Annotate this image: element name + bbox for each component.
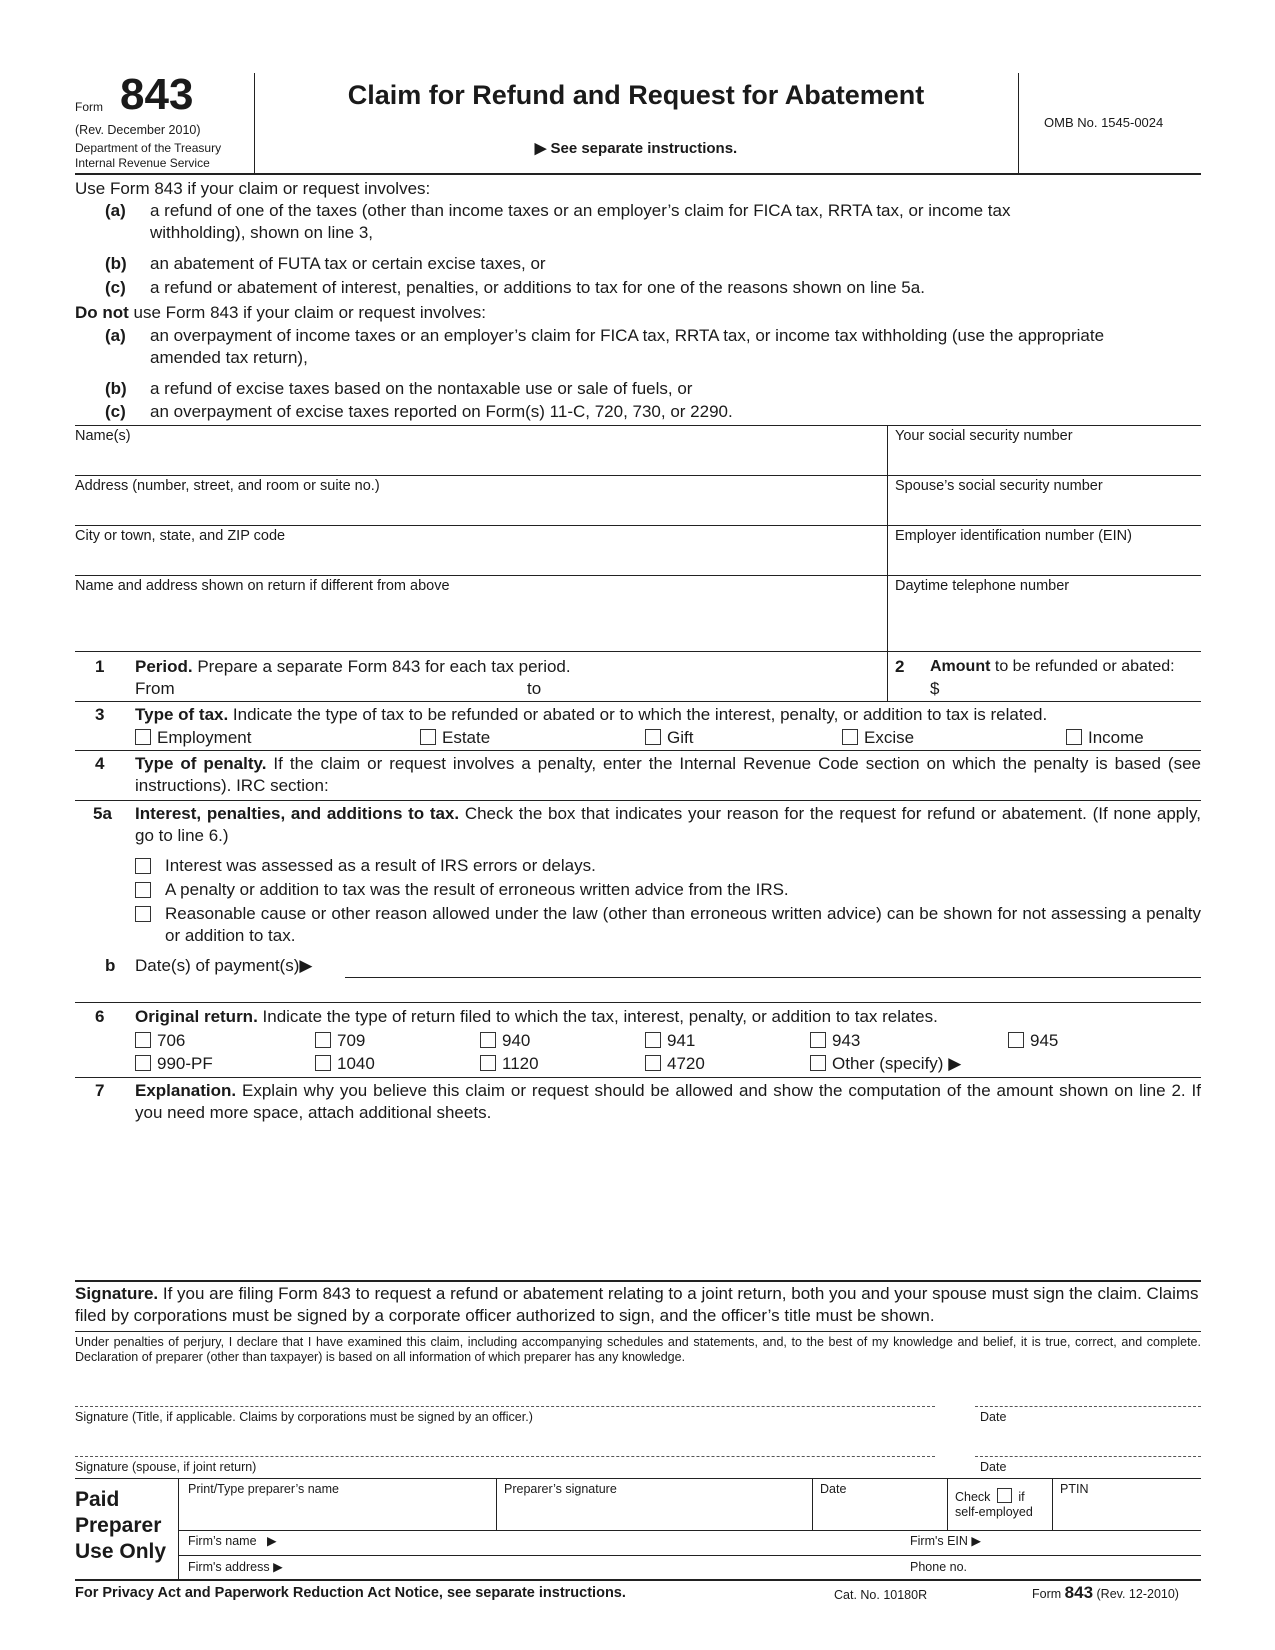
preparer-title: Paid Preparer Use Only <box>75 1488 167 1563</box>
list-letter: (c) <box>105 278 126 297</box>
list-item: a refund of excise taxes based on the nontaxable use or sale of fuels, or <box>150 379 693 398</box>
phone-no-label: Phone no. <box>910 1560 967 1574</box>
checkbox[interactable] <box>1066 729 1082 745</box>
checkbox[interactable] <box>135 882 151 898</box>
checkbox[interactable] <box>420 729 436 745</box>
spouse-signature-label: Signature (spouse, if joint return) <box>75 1460 257 1474</box>
spouse-signature-field[interactable] <box>77 1428 927 1452</box>
checkbox[interactable] <box>315 1055 331 1071</box>
line6-text: Original return. Indicate the type of return filed to which the tax, interest, penalty, or addition to tax relates. <box>135 1007 938 1026</box>
checkbox[interactable] <box>480 1055 496 1071</box>
taxpayer-date-field[interactable] <box>978 1378 1198 1402</box>
checkbox[interactable] <box>315 1032 331 1048</box>
city-label: City or town, state, and ZIP code <box>75 528 286 544</box>
list-item: a refund or abatement of interest, penalties, or additions to tax for one of the reasons shown on line 5a. <box>150 278 925 297</box>
checkbox[interactable] <box>135 1032 151 1048</box>
arrow-right-icon: ▶ <box>299 956 313 975</box>
tax-option-employment[interactable]: Employment <box>135 727 251 749</box>
return-option[interactable]: 4720 <box>645 1053 705 1075</box>
instructions-note: ▶ See separate instructions. <box>534 140 738 157</box>
return-option[interactable]: 706 <box>135 1030 185 1052</box>
preparer-date-field[interactable] <box>820 1502 940 1524</box>
checkbox[interactable] <box>645 1055 661 1071</box>
use-intro: Use Form 843 if your claim or request involves: <box>75 179 431 198</box>
list-letter: (b) <box>105 379 127 398</box>
tax-option-estate[interactable]: Estate <box>420 727 490 749</box>
explanation-field[interactable] <box>135 1130 1199 1274</box>
form-word: Form <box>75 100 103 114</box>
catalog-number: Cat. No. 10180R <box>834 1588 928 1602</box>
checkbox[interactable] <box>135 729 151 745</box>
reason-option: A penalty or addition to tax was the result of erroneous written advice from the IRS. <box>165 880 789 899</box>
reason-option: Reasonable cause or other reason allowed under the law (other than erroneous written advice) can be shown for not assessing a penalty or addition to tax. <box>165 904 1201 945</box>
arrow-right-icon: ▶ <box>971 1534 982 1548</box>
list-item: an overpayment of excise taxes reported on Form(s) 11-C, 720, 730, or 2290. <box>150 402 733 421</box>
names-label: Name(s) <box>75 428 131 444</box>
tax-option-excise[interactable]: Excise <box>842 727 914 749</box>
signature-line-label: Signature (Title, if applicable. Claims by corporations must be signed by an officer.) <box>75 1410 533 1424</box>
self-employed-checkbox[interactable] <box>997 1488 1012 1503</box>
firm-phone-field[interactable] <box>985 1558 1195 1578</box>
amount-field[interactable] <box>948 678 1193 698</box>
ein-field[interactable] <box>897 550 1197 572</box>
list-letter: (a) <box>105 326 126 345</box>
return-option[interactable]: 990-PF <box>135 1053 213 1075</box>
line5b-label: Date(s) of payment(s)▶ <box>135 956 313 975</box>
line7-text: Explanation. Explain why you believe this claim or request should be allowed and show the computation of the amount shown on line 2. If you need more space, attach additional sheets. <box>135 1081 1201 1122</box>
arrow-right-icon: ▶ <box>534 140 547 157</box>
form-revision: (Rev. December 2010) <box>75 123 201 137</box>
ptin-label: PTIN <box>1060 1482 1089 1496</box>
list-item: an overpayment of income taxes or an employer’s claim for FICA tax, RRTA tax, or income tax withholding (use the appropriate amended tax return), <box>150 326 1105 367</box>
line-number: 5a <box>93 804 112 823</box>
preparer-date-label: Date <box>820 1482 847 1496</box>
return-option[interactable]: 943 <box>810 1030 860 1052</box>
date-label: Date <box>980 1460 1007 1474</box>
checkbox[interactable] <box>135 1055 151 1071</box>
line-number: 2 <box>895 657 905 676</box>
address-field[interactable] <box>77 500 877 522</box>
checkbox[interactable] <box>135 858 151 874</box>
return-option[interactable]: 940 <box>480 1030 530 1052</box>
firm-name-label: Firm’s name ▶ <box>188 1534 277 1548</box>
list-letter: (a) <box>105 201 126 220</box>
line1-text: Period. Prepare a separate Form 843 for each tax period. <box>135 657 571 676</box>
return-option[interactable]: 941 <box>645 1030 695 1052</box>
return-option[interactable]: 1040 <box>315 1053 375 1075</box>
form-header <box>0 0 1275 175</box>
phone-field[interactable] <box>897 605 1197 645</box>
list-letter: (b) <box>105 254 127 273</box>
line3-text: Type of tax. Indicate the type of tax to be refunded or abated or to which the interest, penalty, or addition to tax is related. <box>135 705 1048 724</box>
arrow-right-icon: ▶ <box>273 1560 283 1574</box>
checkbox[interactable] <box>1008 1032 1024 1048</box>
list-letter: (c) <box>105 402 126 421</box>
arrow-right-icon: ▶ <box>948 1054 962 1073</box>
line4-text: Type of penalty. If the claim or request involves a penalty, enter the Internal Revenue Code section on which the penalty is based (see instructions). IRC section: <box>135 754 1202 795</box>
line5a-text: Interest, penalties, and additions to tax. Check the box that indicates your reason for the request for refund or abatement. (If none apply, go to line 6.) <box>135 804 1201 845</box>
to-label: to <box>527 679 542 698</box>
return-option[interactable]: 945 <box>1008 1030 1058 1052</box>
list-item: an abatement of FUTA tax or certain excise taxes, or <box>150 254 546 273</box>
checkbox[interactable] <box>842 729 858 745</box>
city-field[interactable] <box>77 550 877 572</box>
alt-address-label: Name and address shown on return if different from above <box>75 578 450 594</box>
other-return-field[interactable] <box>990 1053 1195 1073</box>
alt-address-field[interactable] <box>77 605 877 645</box>
checkbox[interactable] <box>480 1032 496 1048</box>
department: Department of the Treasury <box>75 141 222 155</box>
form-number: 843 <box>120 70 194 119</box>
checkbox[interactable] <box>135 906 151 922</box>
signature-text: Signature. If you are filing Form 843 to request a refund or abatement relating to a joint return, both you and your spouse must sign the claim. Claims filed by corporations must be signed by a corporate officer authorized to sign, and the officer’s title must be shown. <box>75 1284 1199 1325</box>
address-label: Address (number, street, and room or suite no.) <box>75 478 380 494</box>
spouse-ssn-label: Spouse’s social security number <box>895 478 1103 494</box>
line2-text: Amount to be refunded or abated: <box>930 658 1175 675</box>
preparer-signature-label: Preparer’s signature <box>504 1482 617 1496</box>
self-employed-check: Check if self-employed <box>955 1490 1033 1519</box>
checkbox[interactable] <box>810 1032 826 1048</box>
from-label: From <box>135 679 175 698</box>
checkbox[interactable] <box>645 729 661 745</box>
ssn-field[interactable] <box>897 450 1197 472</box>
preparer-name-field[interactable] <box>188 1502 488 1524</box>
reason-option: Interest was assessed as a result of IRS errors or delays. <box>165 856 596 875</box>
period-to-field[interactable] <box>555 678 875 698</box>
line-number: 6 <box>95 1007 105 1026</box>
firm-name-field[interactable] <box>310 1533 900 1553</box>
tax-option-income[interactable]: Income <box>1066 727 1144 749</box>
privacy-notice: For Privacy Act and Paperwork Reduction Act Notice, see separate instructions. <box>75 1585 626 1601</box>
firm-address-field[interactable] <box>310 1558 900 1578</box>
arrow-right-icon: ▶ <box>266 1534 277 1548</box>
phone-label: Daytime telephone number <box>895 578 1070 594</box>
line-number: 1 <box>95 657 105 676</box>
dollar-sign: $ <box>930 679 940 698</box>
omb-number: OMB No. 1545-0024 <box>1044 115 1164 130</box>
firm-ein-label: Firm's EIN ▶ <box>910 1534 982 1548</box>
list-item: a refund of one of the taxes (other than income taxes or an employer’s claim for FICA tax, RRTA tax, or income tax withholding), shown on line 3, <box>150 201 1011 242</box>
firm-address-label: Firm's address ▶ <box>188 1560 283 1574</box>
ein-label: Employer identification number (EIN) <box>895 528 1132 544</box>
form-title: Claim for Refund and Request for Abatement <box>347 80 925 110</box>
line-number: 3 <box>95 705 105 724</box>
taxpayer-signature-field[interactable] <box>77 1378 927 1402</box>
spouse-date-field[interactable] <box>978 1428 1198 1452</box>
return-option[interactable]: 1120 <box>480 1053 539 1075</box>
line-number: 7 <box>95 1081 105 1100</box>
line-number: b <box>105 956 116 975</box>
donot-intro: Do not use Form 843 if your claim or request involves: <box>75 303 486 322</box>
preparer-signature-field[interactable] <box>504 1502 804 1524</box>
tax-option-gift[interactable]: Gift <box>645 727 693 749</box>
spouse-ssn-field[interactable] <box>897 500 1197 522</box>
perjury-statement: Under penalties of perjury, I declare that I have examined this claim, including accompanying schedules and statements, and, to the best of my knowledge and belief, it is true, correct, and complete. Declaration of preparer (other than taxpayer) is based on all information of which preparer has any knowledge. <box>75 1335 1201 1364</box>
checkbox[interactable] <box>810 1055 826 1071</box>
payment-dates-field[interactable] <box>347 953 1197 975</box>
ptin-field[interactable] <box>1060 1502 1195 1524</box>
checkbox[interactable] <box>645 1032 661 1048</box>
return-option[interactable]: 709 <box>315 1030 365 1052</box>
line-number: 4 <box>95 754 105 773</box>
return-option-other[interactable]: Other (specify) ▶ <box>810 1053 961 1075</box>
preparer-name-label: Print/Type preparer’s name <box>188 1482 340 1496</box>
agency: Internal Revenue Service <box>75 156 210 170</box>
footer-form-id: Form 843 (Rev. 12-2010) <box>1032 1583 1179 1602</box>
date-label: Date <box>980 1410 1007 1424</box>
ssn-label: Your social security number <box>895 428 1073 444</box>
period-from-field[interactable] <box>190 678 510 698</box>
names-field[interactable] <box>77 450 877 472</box>
firm-ein-field[interactable] <box>1010 1533 1195 1553</box>
irc-section-field[interactable] <box>455 776 855 796</box>
